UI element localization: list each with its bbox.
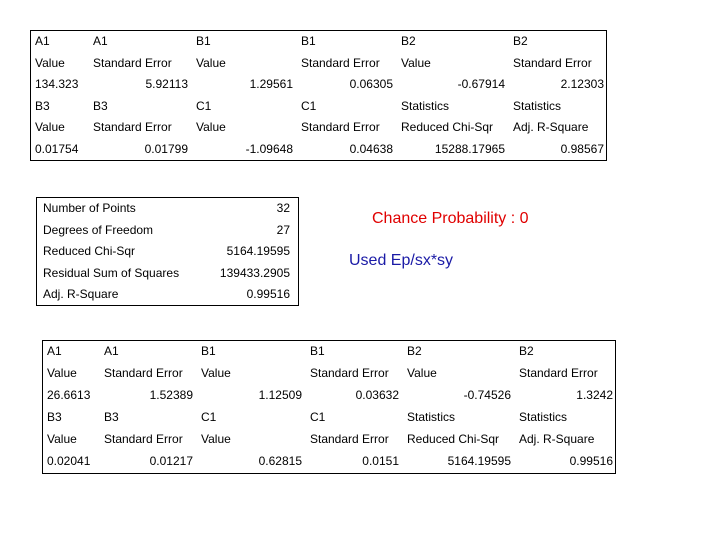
table-cell-text: Standard Error: [310, 366, 389, 380]
table-cell-text: 1.12509: [258, 388, 302, 402]
table-cell-text: 1.3242: [576, 388, 613, 402]
table-cell-text: 134.323: [35, 77, 79, 91]
fit-parameters-table-2: [42, 340, 616, 474]
table-cell-text: -0.67914: [457, 77, 505, 91]
stat-row: [37, 198, 298, 219]
table-cell-text: Value: [47, 366, 77, 380]
table-cell: [297, 117, 397, 139]
table-cell: [31, 96, 89, 118]
table-cell: [197, 407, 306, 429]
table-cell: [31, 117, 89, 139]
table-cell: [89, 117, 192, 139]
table-cell-text: 15288.17965: [434, 141, 505, 156]
table-cell-text: 2.12303: [560, 77, 604, 91]
table-cell-text: 5164.19595: [447, 454, 511, 468]
table-cell: [197, 385, 306, 407]
table-cell: [89, 53, 192, 75]
table-cell: [403, 451, 515, 473]
stat-value: 32: [276, 201, 290, 215]
table-cell-text: 0.0151: [362, 454, 399, 468]
table-cell-text: Reduced Chi-Sqr: [407, 432, 500, 446]
table-cell-text: 0.62815: [258, 454, 302, 468]
table-cell-text: Value: [201, 432, 231, 446]
table-cell: [297, 53, 397, 75]
table-cell-text: C1: [301, 98, 317, 113]
table-cell-text: Value: [401, 55, 431, 70]
stat-value: 27: [276, 222, 290, 237]
table-cell: [89, 31, 192, 53]
table-cell: [515, 407, 617, 429]
table-cell: [43, 341, 100, 363]
table-cell: [306, 451, 403, 473]
table-cell-text: Standard Error: [104, 366, 183, 380]
table-cell-text: B1: [301, 34, 316, 48]
stat-row: [37, 220, 298, 241]
table-cell-text: B3: [35, 98, 50, 113]
table-cell: [515, 451, 617, 473]
table-cell-text: 0.03632: [355, 388, 399, 402]
table-cell: [197, 451, 306, 473]
table-cell-text: A1: [104, 344, 119, 358]
table-cell-text: B2: [401, 34, 416, 48]
table-cell: [397, 117, 509, 139]
table-cell: [192, 53, 297, 75]
table-cell: [297, 74, 397, 96]
table-cell-text: C1: [310, 410, 326, 424]
table-cell-text: 0.06305: [349, 77, 393, 91]
table-cell-text: B1: [201, 344, 216, 358]
table-cell-text: C1: [196, 98, 212, 113]
table-cell-text: Value: [196, 55, 226, 70]
stat-label: Residual Sum of Squares: [43, 265, 180, 280]
table-cell-text: B3: [93, 98, 108, 113]
table-cell: [43, 385, 100, 407]
weighting-method-text: Used Ep/sx*sy: [349, 252, 454, 269]
table-cell: [31, 53, 89, 75]
table-cell-text: B2: [513, 34, 528, 48]
stat-label: Degrees of Freedom: [43, 222, 154, 237]
table-cell-text: 1.29561: [249, 77, 293, 91]
table-cell: [509, 139, 608, 161]
table-cell: [192, 117, 297, 139]
table-cell: [192, 139, 297, 161]
table-cell-text: -1.09648: [245, 141, 293, 156]
table-cell-text: Standard Error: [301, 120, 380, 134]
table-cell: [403, 341, 515, 363]
table-cell-text: A1: [35, 34, 50, 48]
table-cell: [31, 31, 89, 53]
table-cell-text: Statistics: [519, 410, 568, 424]
table-cell: [89, 74, 192, 96]
table-cell-text: Statistics: [513, 98, 562, 113]
table-cell: [397, 53, 509, 75]
table-cell: [192, 31, 297, 53]
table-cell-text: Value: [47, 432, 77, 446]
table-cell-text: B2: [519, 344, 534, 358]
table-cell: [397, 96, 509, 118]
table-cell-text: Value: [35, 55, 65, 70]
table-cell-text: B3: [104, 410, 119, 424]
table-cell-text: Standard Error: [310, 432, 389, 446]
table-cell-text: A1: [93, 34, 108, 48]
stat-value: 0.99516: [246, 287, 290, 302]
table-cell-text: 0.99516: [569, 454, 613, 468]
stat-row: [37, 284, 298, 305]
table-cell: [297, 96, 397, 118]
table-cell: [306, 429, 403, 451]
stat-row: [37, 263, 298, 284]
table-cell-text: Standard Error: [519, 366, 598, 380]
stat-value: 139433.2905: [219, 265, 290, 280]
table-cell-text: Reduced Chi-Sqr: [401, 120, 494, 134]
table-cell: [403, 385, 515, 407]
table-cell-text: 0.02041: [47, 454, 91, 468]
fit-parameters-table-1: [30, 30, 607, 161]
table-cell: [31, 74, 89, 96]
table-cell-text: 5.92113: [145, 77, 188, 91]
table-cell-text: Standard Error: [513, 55, 592, 70]
stat-row: [37, 241, 298, 262]
table-cell: [297, 139, 397, 161]
table-cell-text: 26.6613: [47, 388, 91, 402]
table-cell: [397, 74, 509, 96]
table-cell: [192, 96, 297, 118]
table-cell: [509, 31, 608, 53]
table-cell-text: Statistics: [401, 98, 450, 113]
stat-label: Reduced Chi-Sqr: [43, 244, 136, 259]
table-cell: [297, 31, 397, 53]
table-cell-text: Standard Error: [93, 120, 172, 134]
table-cell-text: 0.01799: [144, 141, 188, 156]
table-cell: [192, 74, 297, 96]
table-cell: [306, 363, 403, 385]
chance-probability-text: Chance Probability : 0: [372, 210, 529, 227]
table-cell-text: Standard Error: [301, 55, 380, 70]
table-cell: [509, 53, 608, 75]
table-cell: [43, 407, 100, 429]
table-cell-text: -0.74526: [463, 388, 511, 402]
table-cell: [306, 407, 403, 429]
table-cell: [397, 31, 509, 53]
fit-statistics-box: [36, 197, 299, 306]
table-cell: [306, 341, 403, 363]
table-cell-text: Value: [201, 366, 231, 380]
table-cell: [197, 341, 306, 363]
table-cell-text: A1: [47, 344, 62, 358]
table-cell-text: B1: [310, 344, 325, 358]
table-cell: [515, 429, 617, 451]
table-cell-text: Value: [35, 120, 65, 134]
table-cell: [31, 139, 89, 161]
table-cell-text: Standard Error: [104, 432, 183, 446]
table-cell: [509, 74, 608, 96]
table-cell-text: Value: [196, 120, 226, 134]
table-cell: [509, 96, 608, 118]
table-cell-text: B1: [196, 34, 211, 48]
table-cell-text: 0.98567: [560, 141, 604, 156]
table-cell: [515, 363, 617, 385]
table-cell: [89, 139, 192, 161]
stat-label: Adj. R-Square: [43, 287, 119, 302]
stat-value: 5164.19595: [226, 244, 290, 259]
table-cell-text: B3: [47, 410, 62, 424]
table-cell: [403, 363, 515, 385]
table-cell: [43, 451, 100, 473]
table-cell: [397, 139, 509, 161]
table-cell-text: Adj. R-Square: [519, 432, 595, 446]
table-cell-text: Adj. R-Square: [513, 120, 589, 134]
table-cell-text: C1: [201, 410, 217, 424]
table-cell-text: 1.52389: [149, 388, 193, 402]
table-cell: [100, 341, 197, 363]
table-cell: [515, 341, 617, 363]
stat-label: Number of Points: [43, 201, 136, 215]
table-cell: [100, 451, 197, 473]
table-cell: [403, 407, 515, 429]
table-cell: [306, 385, 403, 407]
table-cell-text: Statistics: [407, 410, 456, 424]
table-cell: [515, 385, 617, 407]
table-cell: [43, 429, 100, 451]
table-cell: [43, 363, 100, 385]
table-cell: [100, 429, 197, 451]
table-cell-text: Standard Error: [93, 55, 172, 70]
table-cell: [100, 363, 197, 385]
table-cell: [89, 96, 192, 118]
table-cell: [100, 407, 197, 429]
table-cell-text: 0.01754: [35, 141, 79, 156]
table-cell-text: Value: [407, 366, 437, 380]
table-cell: [197, 363, 306, 385]
table-cell-text: B2: [407, 344, 422, 358]
table-cell-text: 0.04638: [349, 141, 393, 156]
table-cell-text: 0.01217: [149, 454, 193, 468]
table-cell: [403, 429, 515, 451]
table-cell: [509, 117, 608, 139]
table-cell: [197, 429, 306, 451]
table-cell: [100, 385, 197, 407]
